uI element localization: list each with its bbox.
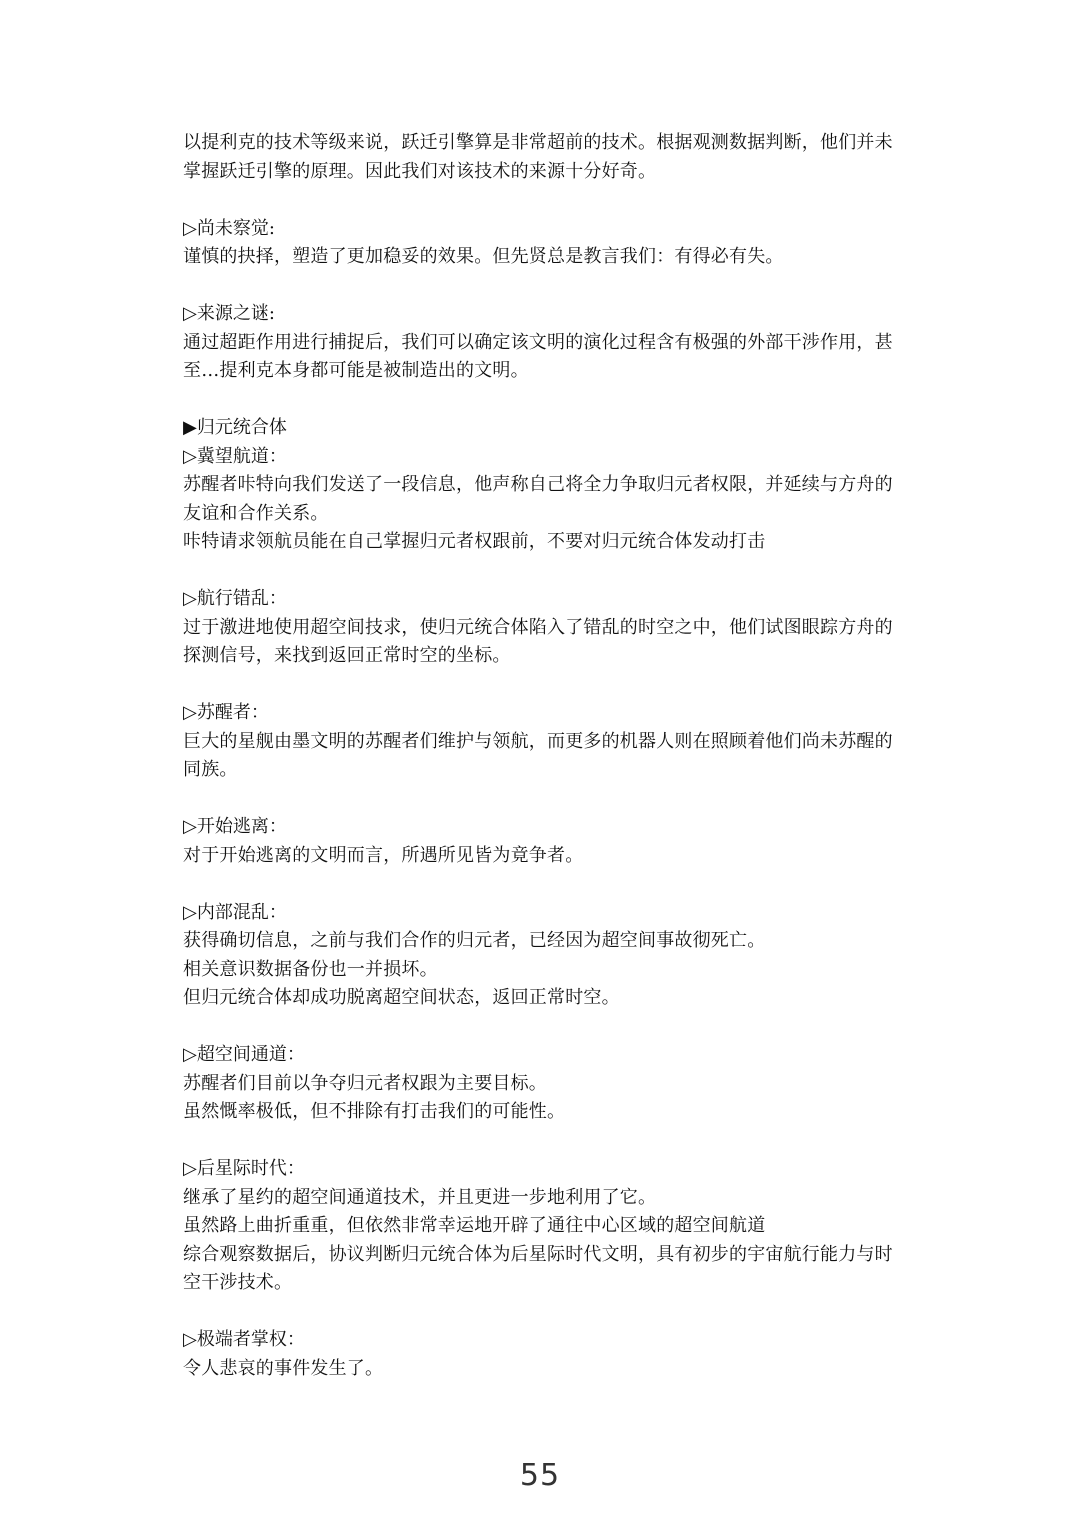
- paragraph-gap: [183, 1127, 923, 1156]
- paragraph-gap: [183, 785, 923, 814]
- text-line: 获得确切信息，之前与我们合作的归元者，已经因为超空间事故彻死亡。: [183, 930, 766, 951]
- section-heading: ▷极端者掌权：: [183, 1329, 305, 1350]
- text-line: 掌握跃迁引擎的原理。因此我们对该技术的来源十分好奇。: [183, 160, 657, 182]
- text-line: 咔特请求领航员能在自己掌握归元者权跟前，不要对归元统合体发动打击: [183, 531, 766, 552]
- text-line: 巨大的星舰由墨文明的苏醒者们维护与领航，而更多的机器人则在照顾着他们尚未苏醒的: [183, 730, 893, 752]
- paragraph-gap: [183, 186, 923, 215]
- section-heading: ▷航行错乱：: [183, 588, 287, 609]
- text-line: 友谊和合作关系。: [183, 502, 329, 524]
- text-line: 谨慎的抉择，塑造了更加稳妥的效果。但先贤总是教言我们：有得必有失。: [183, 246, 784, 267]
- section-heading: ▷苏醒者：: [183, 702, 269, 723]
- section-heading: ▷尚未察觉:: [183, 217, 275, 239]
- text-line: 虽然路上曲折重重，但依然非常幸运地开辟了通往中心区域的超空间航道: [183, 1215, 766, 1236]
- text-line: 苏醒者们目前以争夺归元者权跟为主要目标。: [183, 1072, 547, 1094]
- page-body: [183, 129, 923, 1383]
- text-line: 但归元统合体却成功脱离超空间状态，返回正常时空。: [183, 987, 620, 1008]
- section-heading: ▷来源之谜:: [183, 303, 275, 324]
- paragraph-gap: [183, 671, 923, 700]
- text-line: 继承了星约的超空间通道技术，并且更进一步地利用了它。: [183, 1186, 657, 1208]
- text-line: 探测信号，来找到返回正常时空的坐标。: [183, 645, 511, 666]
- section-heading: ▷冀望航道：: [183, 445, 287, 467]
- chapter-heading: ▶归元统合体: [183, 417, 287, 438]
- text-line: 对于开始逃离的文明而言，所遇所见皆为竟争者。: [183, 844, 584, 866]
- paragraph-gap: [183, 870, 923, 899]
- paragraph-gap: [183, 1298, 923, 1327]
- text-line: 综合观察数据后，协议判断归元统合体为后星际时代文明，具有初步的宇宙航行能力与时: [183, 1243, 893, 1265]
- paragraph-gap: [183, 1013, 923, 1042]
- text-line: 空干涉技术。: [183, 1272, 293, 1293]
- section-heading: ▷开始逃离：: [183, 816, 287, 837]
- paragraph-gap: [183, 386, 923, 415]
- text-line: 以提利克的技术等级来说，跃迁引擎算是非常超前的技术。根据观测数据判断，他们并未: [183, 132, 893, 153]
- text-line: 通过超距作用进行捕捉后，我们可以确定该文明的演化过程含有极强的外部干涉作用，甚: [183, 331, 893, 353]
- section-heading: ▷后星际时代：: [183, 1158, 305, 1179]
- text-line: 同族。: [183, 759, 238, 780]
- paragraph-gap: [183, 272, 923, 301]
- text-line: 虽然慨率极低，但不排除有打击我们的可能性。: [183, 1101, 566, 1122]
- paragraph-gap: [183, 557, 923, 586]
- text-line: 过于激进地使用超空间技求，使归元统合体陷入了错乱的时空之中，他们试图眼踪方舟的: [183, 616, 893, 638]
- text-line: 至…提利克本身都可能是被制造出的文明。: [183, 360, 529, 381]
- section-heading: ▷超空间通道：: [183, 1044, 305, 1065]
- text-line: 苏醒者咔特向我们发送了一段信息，他声称自己将全力争取归元者权限，并延续与方舟的: [183, 474, 893, 495]
- page-number: 55: [519, 1458, 561, 1493]
- section-heading: ▷内部混乱：: [183, 901, 287, 923]
- text-line: 令人悲哀的事件发生了。: [183, 1357, 384, 1379]
- text-line: 相关意识数据备份也一并损坏。: [183, 958, 438, 980]
